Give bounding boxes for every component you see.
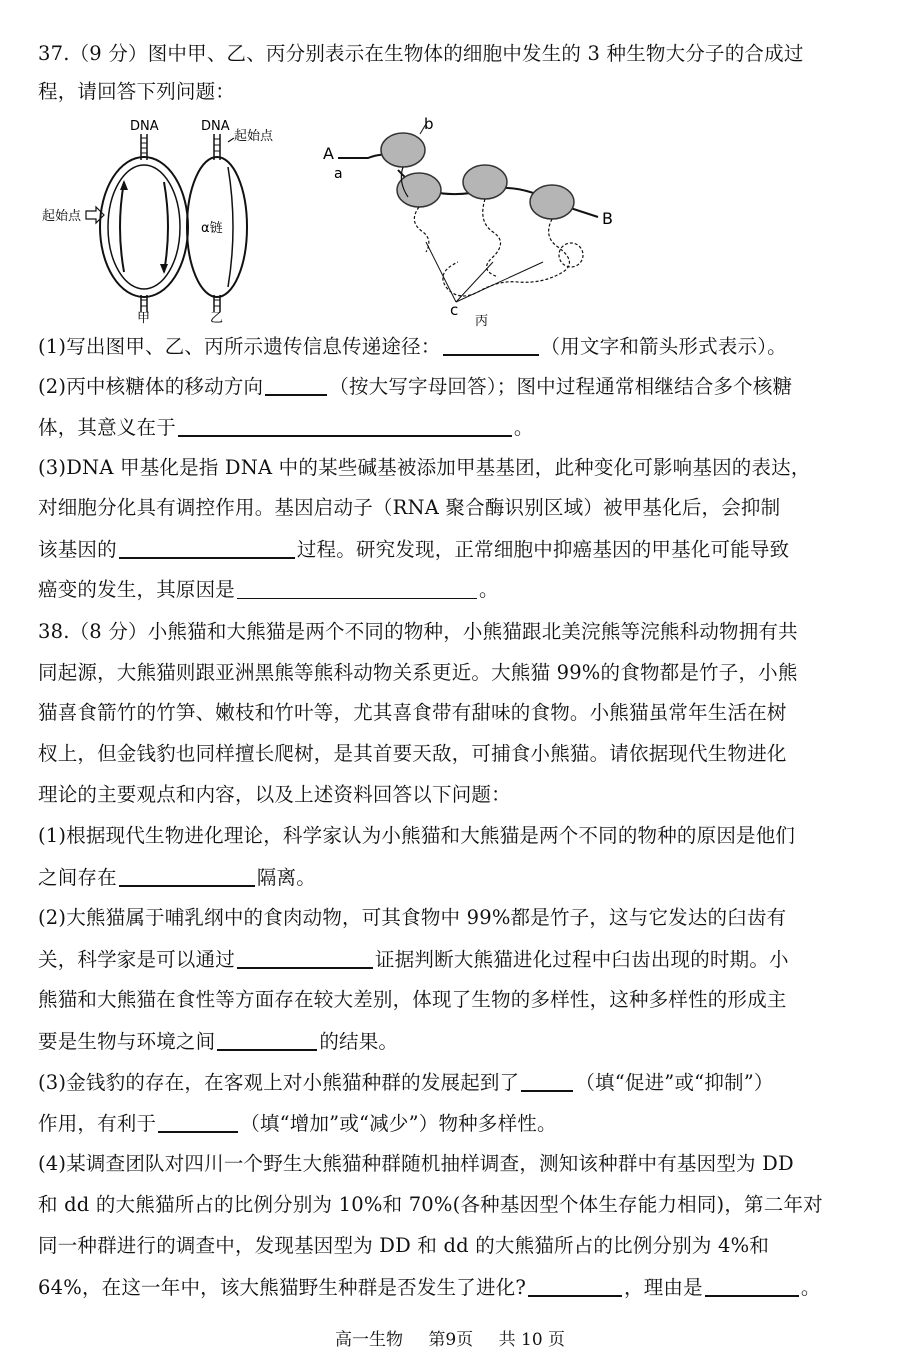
label-A: A [323, 144, 334, 163]
q38-part2-line-1: (2)大熊猫属于哺乳纲中的食肉动物，可其食物中 99%都是竹子，这与它发达的臼齿有 [38, 906, 787, 929]
q37-answer-blank-5[interactable] [237, 578, 477, 599]
start-point-label-yi: 起始点 [234, 129, 274, 144]
q38-answer-blank-5[interactable] [158, 1111, 238, 1133]
q38-answer-blank-3[interactable] [217, 1029, 317, 1051]
q37-part1-text: (1)写出图甲、乙、丙所示遗传信息传递途径： [38, 335, 441, 358]
q38-intro-line-5: 理论的主要观点和内容，以及上述资料回答以下问题： [38, 783, 511, 806]
q37-answer-blank-3[interactable] [178, 415, 512, 437]
q37-part2-line-2 [38, 415, 868, 440]
q37-figure [38, 112, 638, 327]
q38-part2-text-mid: 证据判断大熊猫进化过程中臼齿出现的时期。小 [375, 948, 789, 971]
q38-answer-blank-1[interactable] [119, 865, 255, 887]
q38-answer-blank-2[interactable] [237, 947, 373, 969]
q38-part3-text-end: （填“增加”或“减少”）物种多样性。 [240, 1112, 557, 1135]
diagram-jia [42, 119, 188, 326]
q38-part2-text: 关，科学家是可以通过 [38, 948, 236, 971]
q38-part4-line-3: 同一种群进行的调查中，发现基因型为 DD 和 dd 的大熊猫所占的比例分别为 4%和 [38, 1234, 770, 1257]
q37-intro-line-2: 程，请回答下列问题： [38, 80, 236, 103]
q38-part2-line-4 [38, 1029, 868, 1054]
q38-part4-text-mid: ，理由是 [624, 1276, 703, 1299]
q38-answer-blank-4[interactable] [521, 1070, 573, 1092]
q38-answer-blank-7[interactable] [705, 1275, 799, 1297]
q38-part4-period: 。 [800, 1276, 821, 1299]
label-B: B [602, 209, 613, 228]
q37-part2-period: 。 [513, 416, 534, 439]
q38-part3-text-2: 作用，有利于 [38, 1112, 157, 1135]
q37-part1-text-end: （用文字和箭头形式表示）。 [540, 335, 787, 358]
replication-transcription-translation-diagram [38, 112, 638, 327]
q38-part4-line-1: (4)某调查团队对四川一个野生大熊猫种群随机抽样调查，测知该种群中有基因型为 DD [38, 1152, 794, 1175]
q38-part2-text-4: 要是生物与环境之间 [38, 1030, 216, 1053]
q38-part1-line-2 [38, 865, 868, 890]
label-jia: 甲 [137, 311, 151, 326]
q37-part3-text-4: 癌变的发生，其原因是 [38, 578, 236, 601]
q38-part4-line-4 [38, 1275, 868, 1300]
q37-part3-line-3 [38, 537, 868, 562]
q38-part3-text-hint: （填“促进”或“抑制”） [575, 1071, 774, 1094]
q38-part2-line-2 [38, 947, 868, 972]
q37-answer-blank-4[interactable] [119, 537, 295, 559]
q38-answer-blank-6[interactable] [528, 1275, 622, 1297]
q38-intro-line-3: 猫喜食箭竹的竹笋、嫩枝和竹叶等，尤其喜食带有甜味的食物。小熊猫虽常年生活在树 [38, 701, 787, 724]
q38-intro-line-4: 杈上，但金钱豹也同样擅长爬树，是其首要天敌，可捕食小熊猫。请依据现代生物进化 [38, 742, 787, 765]
footer-subject: 高一生物 [334, 1330, 403, 1350]
q38-part2-line-3: 熊猫和大熊猫在食性等方面存在较大差别，体现了生物的多样性，这种多样性的形成主 [38, 988, 787, 1011]
q38-part4-text: 64%，在这一年中，该大熊猫野生种群是否发生了进化? [38, 1276, 526, 1299]
q37-part2-text: (2)丙中核糖体的移动方向 [38, 375, 264, 398]
diagram-yi [187, 119, 274, 326]
q38-intro-line-1: 38.（8 分）小熊猫和大熊猫是两个不同的物种，小熊猫跟北美浣熊等浣熊科动物拥有共 [38, 620, 798, 643]
ribosomes [381, 133, 574, 219]
page-footer [0, 1325, 900, 1350]
q38-part4-line-2: 和 dd 的大熊猫所占的比例分别为 10%和 70%(各种基因型个体生存能力相同)，第二年对 [38, 1193, 823, 1216]
q37-part1-line [38, 334, 868, 359]
q37-part2-text-mid: （按大写字母回答）；图中过程通常相继结合多个核糖 [329, 375, 793, 398]
q37-part2-line-1 [38, 374, 868, 399]
label-b: b [424, 115, 434, 133]
label-yi: 乙 [210, 311, 224, 326]
q37-part3-line-4 [38, 578, 868, 602]
label-bing: 丙 [475, 314, 489, 327]
q37-intro-line-1: 37.（9 分）图中甲、乙、丙分别表示在生物体的细胞中发生的 3 种生物大分子的合成过 [38, 42, 804, 65]
dna-label-jia: DNA [130, 119, 159, 134]
q38-intro-line-2: 同起源，大熊猫则跟亚洲黑熊等熊科动物关系更近。大熊猫 99%的食物都是竹子，小熊 [38, 661, 798, 684]
footer-total-pages: 共 10 页 [498, 1330, 566, 1350]
dna-label-yi: DNA [201, 119, 230, 134]
q38-part3-line-2 [38, 1111, 868, 1136]
q37-part3-line-2: 对细胞分化具有调控作用。基因启动子（RNA 聚合酶识别区域）被甲基化后，会抑制 [38, 496, 781, 519]
q38-part1-line-1: (1)根据现代生物进化理论，科学家认为小熊猫和大熊猫是两个不同的物种的原因是他们 [38, 824, 796, 847]
start-point-label-jia: 起始点 [42, 209, 82, 224]
q37-part3-line-1: (3)DNA 甲基化是指 DNA 中的某些碱基被添加甲基基团，此种变化可影响基因的表达， [38, 456, 811, 479]
q38-part3-line-1 [38, 1070, 868, 1095]
label-c: c [450, 301, 459, 319]
q38-part2-text-end: 的结果。 [319, 1030, 399, 1053]
q37-answer-blank-2[interactable] [265, 374, 327, 396]
label-a: a [334, 166, 343, 182]
q37-part2-text-2: 体，其意义在于 [38, 416, 176, 439]
q38-part1-text-end: 隔离。 [256, 866, 316, 889]
q37-part3-period: 。 [479, 578, 499, 601]
q38-part3-text: (3)金钱豹的存在，在客观上对小熊猫种群的发展起到了 [38, 1071, 520, 1094]
q37-part3-text-3: 该基因的 [38, 538, 117, 561]
alpha-chain-label: α链 [201, 221, 223, 236]
q38-part1-text: 之间存在 [38, 866, 117, 889]
footer-page-number: 第9页 [428, 1330, 474, 1350]
q37-answer-blank-1[interactable] [443, 334, 539, 356]
diagram-bing [323, 115, 613, 327]
q37-part3-text-3b: 过程。研究发现，正常细胞中抑癌基因的甲基化可能导致 [296, 538, 790, 561]
